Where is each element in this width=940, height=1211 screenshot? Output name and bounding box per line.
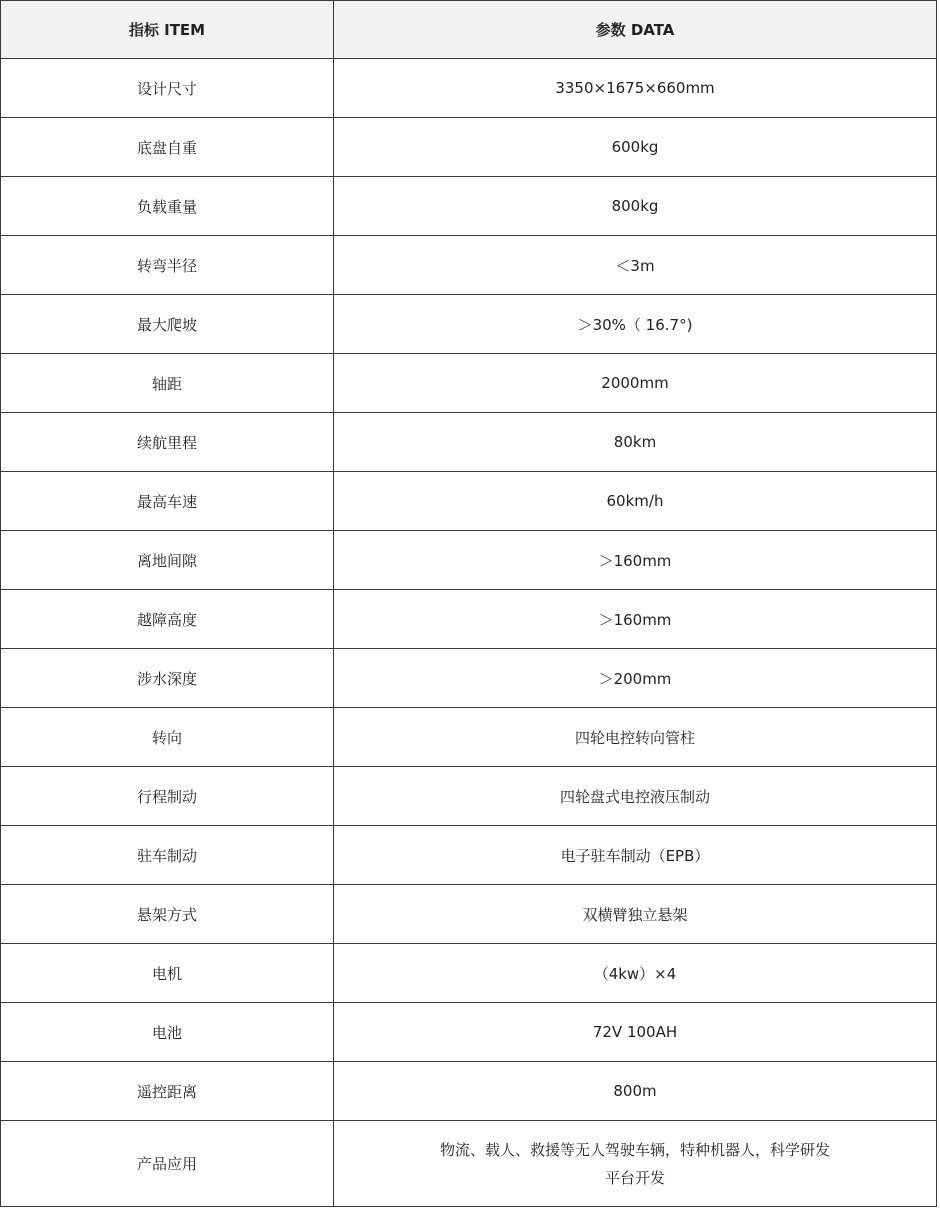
table-row <box>1 236 937 295</box>
table-row <box>1 1003 937 1062</box>
row-value: ＞30%（ 16.7°) <box>334 295 937 354</box>
table-header-row <box>1 1 937 59</box>
row-item: 转向 <box>1 708 334 767</box>
row-value: 60km/h <box>334 472 937 531</box>
row-item: 最大爬坡 <box>1 295 334 354</box>
row-item: 越障高度 <box>1 590 334 649</box>
row-value: 四轮电控转向管柱 <box>334 708 937 767</box>
row-value-line-1: 物流、载人、救援等无人驾驶车辆，特种机器人，科学研发 <box>439 1140 830 1159</box>
header-item: 指标 ITEM <box>1 1 334 59</box>
table-row <box>1 413 937 472</box>
row-value <box>334 1121 937 1207</box>
table-row <box>1 649 937 708</box>
row-value: ＞160mm <box>334 531 937 590</box>
table-row <box>1 708 937 767</box>
table-body <box>1 59 937 1207</box>
table-row <box>1 59 937 118</box>
table-row <box>1 944 937 1003</box>
row-item: 轴距 <box>1 354 334 413</box>
row-item: 底盘自重 <box>1 118 334 177</box>
row-item: 最高车速 <box>1 472 334 531</box>
row-item: 涉水深度 <box>1 649 334 708</box>
row-value: 800m <box>334 1062 937 1121</box>
row-value: 800kg <box>334 177 937 236</box>
row-item: 电池 <box>1 1003 334 1062</box>
table-row <box>1 177 937 236</box>
row-item: 电机 <box>1 944 334 1003</box>
table-row <box>1 472 937 531</box>
row-value-line-2: 平台开发 <box>604 1168 665 1187</box>
row-value: 600kg <box>334 118 937 177</box>
row-item: 产品应用 <box>1 1121 334 1207</box>
row-value: 四轮盘式电控液压制动 <box>334 767 937 826</box>
row-item: 续航里程 <box>1 413 334 472</box>
row-value: 双横臂独立悬架 <box>334 885 937 944</box>
table-row-application <box>1 1121 937 1207</box>
row-item: 行程制动 <box>1 767 334 826</box>
row-value: ＞160mm <box>334 590 937 649</box>
table-row <box>1 354 937 413</box>
row-item: 驻车制动 <box>1 826 334 885</box>
table-row <box>1 826 937 885</box>
row-item: 遥控距离 <box>1 1062 334 1121</box>
row-item: 转弯半径 <box>1 236 334 295</box>
row-value: 80km <box>334 413 937 472</box>
row-value: ＞200mm <box>334 649 937 708</box>
table-row <box>1 885 937 944</box>
row-item: 离地间隙 <box>1 531 334 590</box>
header-data: 参数 DATA <box>334 1 937 59</box>
row-value: 72V 100AH <box>334 1003 937 1062</box>
table-row <box>1 1062 937 1121</box>
row-value: 电子驻车制动（EPB） <box>334 826 937 885</box>
row-value: 3350×1675×660mm <box>334 59 937 118</box>
table-row <box>1 118 937 177</box>
table-row <box>1 531 937 590</box>
row-item: 负载重量 <box>1 177 334 236</box>
row-item: 悬架方式 <box>1 885 334 944</box>
table-row <box>1 590 937 649</box>
row-value: ＜3m <box>334 236 937 295</box>
table-row <box>1 295 937 354</box>
row-item: 设计尺寸 <box>1 59 334 118</box>
row-value: （4kw）×4 <box>334 944 937 1003</box>
table-row <box>1 767 937 826</box>
row-value: 2000mm <box>334 354 937 413</box>
